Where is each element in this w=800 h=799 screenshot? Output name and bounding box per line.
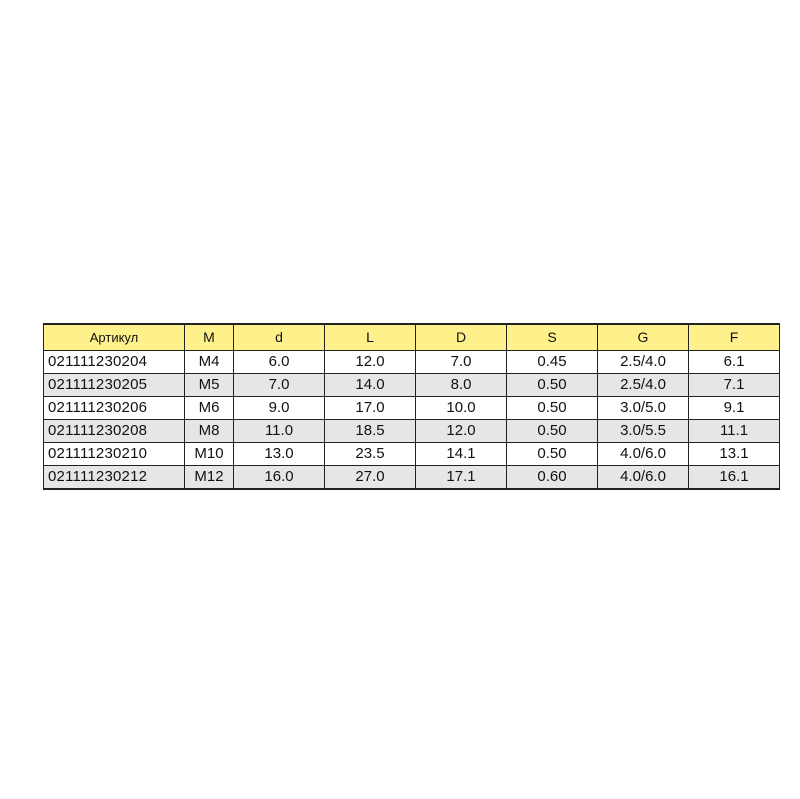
cell-article: 021111230205 <box>44 374 185 397</box>
cell-article: 021111230204 <box>44 351 185 374</box>
cell-g: 3.0/5.0 <box>598 397 689 420</box>
cell-d-small: 11.0 <box>234 420 325 443</box>
cell-d-small: 16.0 <box>234 466 325 490</box>
cell-s: 0.50 <box>507 397 598 420</box>
cell-d-large: 12.0 <box>416 420 507 443</box>
table-row <box>44 374 780 397</box>
cell-s: 0.45 <box>507 351 598 374</box>
header-d-large: D <box>416 324 507 351</box>
cell-f: 11.1 <box>689 420 780 443</box>
cell-m: M12 <box>185 466 234 490</box>
cell-m: M6 <box>185 397 234 420</box>
table-row <box>44 397 780 420</box>
table-row <box>44 466 780 490</box>
cell-m: M10 <box>185 443 234 466</box>
cell-f: 7.1 <box>689 374 780 397</box>
header-article: Артикул <box>44 324 185 351</box>
cell-f: 6.1 <box>689 351 780 374</box>
header-d-small: d <box>234 324 325 351</box>
cell-m: M8 <box>185 420 234 443</box>
cell-g: 4.0/6.0 <box>598 443 689 466</box>
cell-l: 17.0 <box>325 397 416 420</box>
cell-d-small: 13.0 <box>234 443 325 466</box>
cell-s: 0.50 <box>507 420 598 443</box>
cell-l: 12.0 <box>325 351 416 374</box>
cell-f: 16.1 <box>689 466 780 490</box>
cell-d-small: 9.0 <box>234 397 325 420</box>
cell-article: 021111230206 <box>44 397 185 420</box>
cell-f: 9.1 <box>689 397 780 420</box>
cell-m: M5 <box>185 374 234 397</box>
table-row <box>44 443 780 466</box>
cell-article: 021111230212 <box>44 466 185 490</box>
cell-article: 021111230210 <box>44 443 185 466</box>
cell-d-large: 17.1 <box>416 466 507 490</box>
cell-l: 18.5 <box>325 420 416 443</box>
cell-g: 4.0/6.0 <box>598 466 689 490</box>
header-s: S <box>507 324 598 351</box>
cell-d-small: 7.0 <box>234 374 325 397</box>
cell-l: 23.5 <box>325 443 416 466</box>
cell-s: 0.60 <box>507 466 598 490</box>
cell-d-small: 6.0 <box>234 351 325 374</box>
cell-s: 0.50 <box>507 443 598 466</box>
cell-article: 021111230208 <box>44 420 185 443</box>
cell-m: M4 <box>185 351 234 374</box>
header-f: F <box>689 324 780 351</box>
cell-l: 14.0 <box>325 374 416 397</box>
table-header-row <box>44 324 780 351</box>
header-g: G <box>598 324 689 351</box>
table-row <box>44 351 780 374</box>
spec-table <box>43 323 780 490</box>
cell-d-large: 8.0 <box>416 374 507 397</box>
cell-d-large: 10.0 <box>416 397 507 420</box>
header-l: L <box>325 324 416 351</box>
cell-d-large: 7.0 <box>416 351 507 374</box>
table-row <box>44 420 780 443</box>
cell-l: 27.0 <box>325 466 416 490</box>
cell-s: 0.50 <box>507 374 598 397</box>
header-m: M <box>185 324 234 351</box>
cell-d-large: 14.1 <box>416 443 507 466</box>
cell-f: 13.1 <box>689 443 780 466</box>
cell-g: 3.0/5.5 <box>598 420 689 443</box>
cell-g: 2.5/4.0 <box>598 374 689 397</box>
cell-g: 2.5/4.0 <box>598 351 689 374</box>
